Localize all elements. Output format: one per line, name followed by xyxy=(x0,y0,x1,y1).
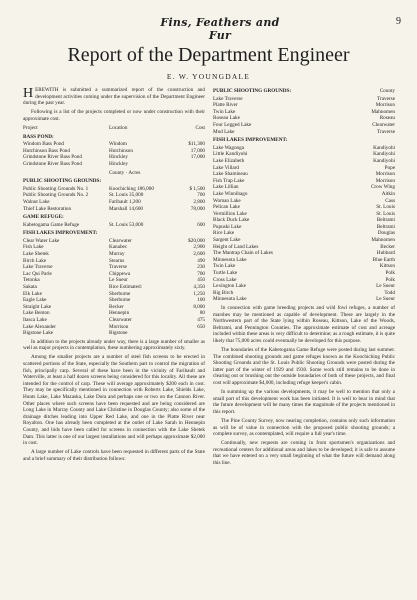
cell-location: Rice Estimated: xyxy=(109,284,142,291)
right-shooting-header xyxy=(213,88,395,95)
cell-cost: 490 xyxy=(197,257,205,264)
cell-cost: 230 xyxy=(197,264,205,271)
cell-cost: 100 xyxy=(197,297,205,304)
cell-location: Chippewa xyxy=(109,270,131,277)
cell-project: Lake Benton xyxy=(23,310,50,317)
cell-cost: 2,800 xyxy=(193,198,205,205)
item-lake-name: Twin Lake xyxy=(213,108,236,115)
item-lake-name: Big Birch xyxy=(213,289,234,296)
article-title: Report of the Department Engineer xyxy=(67,44,350,66)
cell-project: Public Shooting Grounds No. 2 xyxy=(23,192,89,199)
item-lake-name: Lake Wagonga xyxy=(213,144,245,151)
cell-cost: 78,000 xyxy=(190,205,205,212)
list-item xyxy=(213,290,395,297)
right-paragraph-3: In summing up the various developments, it may be well to mention that only a small part of this development work has been initiated. It is well to bear in mind that the future development will be many times the magnitude of the projects mentioned in this report. xyxy=(213,389,395,415)
item-county: Becker xyxy=(380,243,395,250)
item-lake-name: Height of Land Lakes xyxy=(213,243,259,250)
table-row xyxy=(23,258,205,265)
cell-project: Grindstone River Bass Pond xyxy=(23,160,82,167)
cell-project: Windom Bass Pond xyxy=(23,141,65,148)
item-lake-name: Lake Lillian xyxy=(213,184,239,191)
cell-location: Marshall 14,600 xyxy=(109,205,144,212)
list-item xyxy=(213,211,395,218)
cell-project: Eagle Lake xyxy=(23,297,47,304)
cell-project: Lake Alexander xyxy=(23,323,56,330)
item-county: Kandiyohi xyxy=(373,151,395,158)
cell-project: Public Shooting Grounds No. 1 xyxy=(23,185,89,192)
item-county: Mahnomen xyxy=(371,237,395,244)
table-row xyxy=(23,161,205,168)
list-item xyxy=(213,277,395,284)
list-item xyxy=(213,270,395,277)
left-column xyxy=(23,87,205,593)
list-item xyxy=(213,102,395,109)
item-county: Beltrami xyxy=(376,217,395,224)
cell-location: Stearns xyxy=(109,257,125,264)
item-county: Mahnomen xyxy=(371,108,395,115)
list-item xyxy=(213,109,395,116)
cell-location: Hennepin xyxy=(109,310,130,317)
table-right-fish xyxy=(213,145,395,303)
cell-cost xyxy=(169,161,205,168)
cell-location: Sherburne xyxy=(109,290,131,297)
item-lake-name: Lake Villard xyxy=(213,164,239,171)
cell-project: Sakata xyxy=(23,284,37,291)
item-county: Aitkin xyxy=(381,190,395,197)
cell-project: Tetonka xyxy=(23,277,40,284)
item-county: St. Louis xyxy=(376,210,395,217)
table-game-refuge xyxy=(23,222,205,229)
cell-cost: $20,000 xyxy=(188,237,205,244)
item-county: Morrison xyxy=(375,177,395,184)
section-heading-shooting-grounds: PUBLIC SHOOTING GROUNDS: xyxy=(23,178,102,185)
table-fish-lakes xyxy=(23,238,205,337)
cell-location: Clearwater xyxy=(109,317,132,323)
list-item xyxy=(213,178,395,185)
list-item xyxy=(213,217,395,224)
item-county: Morrison xyxy=(375,171,395,178)
item-lake-name: Lake Shamineau xyxy=(213,171,248,178)
cell-cost: 700 xyxy=(197,270,205,277)
cell-location: Clearwater xyxy=(109,237,132,244)
item-county: Traverse xyxy=(377,128,395,135)
list-item xyxy=(213,151,395,158)
item-county: Pope xyxy=(384,164,395,171)
cell-location: Le Sueur xyxy=(109,277,128,284)
table-row xyxy=(23,222,205,229)
list-item xyxy=(213,184,395,191)
list-item xyxy=(213,250,395,257)
list-item xyxy=(213,96,395,103)
table-row xyxy=(23,297,205,304)
list-item xyxy=(213,145,395,152)
table-row xyxy=(23,330,205,337)
following-paragraph: Following is a list of the projects completed or now under construction with their approximate cost. xyxy=(23,109,205,122)
cell-cost: 700 xyxy=(197,192,205,199)
right-paragraph-2: The boundaries of the Kabetogama Game Refuge were posted during last summer. The combined shooting grounds and game refuges known as the Koochiching Public Shooting Grounds and the St. Louis Public Shooting Grounds were posted during the latter part of the winter of 1929 and 1930. Some work still remains to be done in clearing out or brushing out the outside boundaries of both of these projects, and final cost will approximate $4,000, including refuge keeper's cabin. xyxy=(213,347,395,387)
left-paragraph-3: A large number of Lake controls have been requested in different parts of the State and a brief summary of their distribution follows: xyxy=(23,449,205,462)
cell-project: Birch Lake xyxy=(23,257,47,264)
section-heading-bass-pond: BASS POND: xyxy=(23,133,54,140)
item-county: Clearwater xyxy=(372,121,395,128)
item-lake-name: Black Duck Lake xyxy=(213,217,250,224)
table-row xyxy=(23,271,205,278)
cell-project: Hutchinson Bass Pond xyxy=(23,147,70,154)
list-item xyxy=(213,198,395,205)
header-project: Project xyxy=(23,124,38,131)
item-lake-name: Minnesota Lake xyxy=(213,296,247,303)
cell-cost: 650 xyxy=(197,323,205,330)
header-cost: Cost xyxy=(195,124,205,131)
item-county: Roseau xyxy=(379,115,395,122)
item-county: Polk xyxy=(385,276,395,283)
list-item xyxy=(213,244,395,251)
item-county: Hubbard xyxy=(376,250,395,257)
table-row xyxy=(23,148,205,155)
intro-paragraph xyxy=(23,87,205,107)
left-paragraph-2: Among the smaller projects are a number of steel fish screens to be erected in scattered portions of the State, especially the Southern part to control the migration of fish, principally carp. Several of these have been in the vicinity of Faribault and Waterville, at least a half dozen screens being considered for this locality. All these are intended for the control of carp. These will average approximately $200 each in cost. They may be specifically mentioned in connection with Roberts Lake, Shields Lake, Hunts Lake, Lake Mazaska, Lake Dora and perhaps one or two on the Cannon River. Other places where such screens have been requested and are being considered are Long Lake in Murray County and Lake Christine in Douglas County; also some of the drainage ditches leading into Upper Red Lake, and one in the Platte River near Royalton. One has already been completed at the outlet of Lake Sarah in Hennepin County, and bids have been called for screens in connection with the Lake Shetek Dam. This latter is one of our largest installations and will perhaps approximate $2,000 in cost. xyxy=(23,354,205,447)
right-paragraph-1: In connection with game breeding projects and wild fowl refuges, a number of marshes may be mentioned as capable of development. These are largely in the Northwestern part of the State lying within Roseau, Kittson, Lake of the Woods, Beltrami, and Pennington Counties. The approximate estimate of cost and acreage included within these areas is very difficult to determine; as a rough estimate, it is quite likely that 75,000 acres could eventually be developed for this purpose. xyxy=(213,305,395,344)
cell-location: Hutchinson xyxy=(109,147,133,154)
cell-location: Traverse xyxy=(109,264,127,271)
cell-location: Bigstone xyxy=(109,330,128,337)
header-county-right: County xyxy=(379,88,395,94)
item-lake-name: Roseau Lake xyxy=(213,115,240,122)
right-paragraph-4: The Pine County Survey, now nearing completion, contains only such information as will be of value in connection with the proposed public shooting grounds; a complete survey, as contemplated, will require a full year's time. xyxy=(213,418,395,438)
cell-cost: 80 xyxy=(199,310,205,317)
list-item xyxy=(213,283,395,290)
cell-location: St. Louis 35,000 xyxy=(109,192,144,199)
cell-project: Straight Lake xyxy=(23,303,52,310)
table-row xyxy=(23,291,205,298)
item-lake-name: Twin Lake xyxy=(213,263,236,270)
list-item xyxy=(213,296,395,303)
cell-project: Clear Water Lake xyxy=(23,237,60,244)
item-lake-name: Turtle Lake xyxy=(213,270,238,277)
item-county: Kandiyohi xyxy=(373,144,395,151)
item-lake-name: Rice Lake xyxy=(213,230,235,237)
list-item xyxy=(213,204,395,211)
item-county: Douglas xyxy=(377,230,395,237)
item-county: Le Sueur xyxy=(376,296,395,303)
section-heading-fish-lakes: FISH LAKES IMPROVEMENT: xyxy=(23,230,98,237)
item-lake-name: Lake Traverse xyxy=(213,95,243,102)
list-item xyxy=(213,224,395,231)
list-item xyxy=(213,171,395,178)
intro-text: EREWITH is submitted a summarized report of the construction and development activities coming under the supervision of the Department Engineer during the past year. xyxy=(23,87,205,107)
cell-cost: 17,000 xyxy=(190,147,205,154)
item-county: Beltrami xyxy=(376,223,395,230)
item-lake-name: Cross Lake xyxy=(213,276,237,283)
list-item xyxy=(213,263,395,270)
item-lake-name: Sargent Lake xyxy=(213,237,241,244)
item-lake-name: Vermillion Lake xyxy=(213,210,247,217)
item-lake-name: Mud Lake xyxy=(213,128,235,135)
item-county: Cass xyxy=(385,197,395,204)
item-lake-name: Lake Winnibago xyxy=(213,190,248,197)
item-lake-name: Minnesota Lake xyxy=(213,256,247,263)
item-lake-name: Four Legged Lake xyxy=(213,121,252,128)
cell-location: Windom xyxy=(109,141,127,148)
table-row xyxy=(23,304,205,311)
cell-location: Hinckley xyxy=(109,160,129,167)
cell-project: Lac Qui Parle xyxy=(23,270,52,277)
cell-cost: 8,000 xyxy=(193,303,205,310)
page-header xyxy=(0,16,417,42)
cell-cost: $11,300 xyxy=(188,141,205,148)
cell-location: Kanabec xyxy=(109,244,128,251)
cell-project: Fish Lake xyxy=(23,244,44,251)
list-item xyxy=(213,230,395,237)
masthead-logo: Fins, Feathers and Fur xyxy=(160,16,280,42)
cell-location: Becker xyxy=(109,303,124,310)
item-lake-name: Fish Trap Lake xyxy=(213,177,245,184)
cell-location: Morrison xyxy=(109,323,129,330)
cell-cost: 600 xyxy=(197,221,205,228)
item-lake-name: Platte River xyxy=(213,102,238,109)
item-county: Kittson xyxy=(379,263,395,270)
list-item xyxy=(213,115,395,122)
table-row xyxy=(23,251,205,258)
table-row xyxy=(23,310,205,317)
table-row xyxy=(23,154,205,161)
page-number: 9 xyxy=(396,16,401,27)
cell-project: Itasca Lake xyxy=(23,317,47,323)
item-county: Crow Wing xyxy=(370,184,395,191)
list-item xyxy=(213,122,395,129)
item-lake-name: Lexington Lake xyxy=(213,283,246,290)
cell-project: Walnut Lake xyxy=(23,198,50,205)
cell-location: Murray xyxy=(109,251,125,258)
county-acres-header xyxy=(23,170,205,177)
table-row xyxy=(23,206,205,213)
item-county: Morrison xyxy=(375,102,395,109)
item-county: Blue Earth xyxy=(372,256,395,263)
item-county: Kandiyohi xyxy=(373,157,395,164)
right-paragraph-5: Continually, new requests are coming in from sportsmen's organizations and recreational centers for additional areas and lakes to be developed; it is safe to assume that we have entered on a very small beginning of what the future will demand along this line. xyxy=(213,440,395,467)
table-row xyxy=(23,284,205,291)
cell-location: Faribault 1,200 xyxy=(109,198,141,205)
section-heading-right-shooting: PUBLIC SHOOTING GROUNDS: xyxy=(213,88,292,94)
table-row xyxy=(23,238,205,245)
item-lake-name: Woman Lake xyxy=(213,197,241,204)
left-paragraph-1: In addition to the projects already under way, there is a large number of smaller as well as major projects in contemplation, these numbering approximately sixty. xyxy=(23,338,205,352)
cell-cost: 2,600 xyxy=(193,251,205,258)
item-county: Todd xyxy=(384,289,395,296)
cell-location: Koochiching 186,000 xyxy=(109,185,154,192)
cell-project: Bigstone Lake xyxy=(23,330,54,337)
cell-project: Lake Traverse xyxy=(23,264,53,271)
cell-project: Grindstone River Bass Pond xyxy=(23,154,82,161)
table-row xyxy=(23,264,205,271)
cell-cost: 4,350 xyxy=(193,284,205,291)
item-lake-name: Pupuski Lake xyxy=(213,223,242,230)
table-row xyxy=(23,317,205,324)
item-lake-name: Little Kandiyohi xyxy=(213,151,248,158)
list-item xyxy=(213,129,395,136)
table-row xyxy=(23,244,205,251)
list-item xyxy=(213,158,395,165)
cell-location: Hinckley xyxy=(109,154,129,161)
header-county-acres: County · Acres xyxy=(109,169,141,176)
item-county: St. Louis xyxy=(376,204,395,211)
cell-project: Thief Lake Restoration xyxy=(23,205,72,212)
section-heading-right-fish: FISH LAKES IMPROVEMENT: xyxy=(213,137,288,144)
list-item xyxy=(213,191,395,198)
header-location: Location xyxy=(109,124,128,131)
cell-project: Elk Lake xyxy=(23,290,42,297)
cell-location: Sherburne xyxy=(109,297,131,304)
item-county: Polk xyxy=(385,270,395,277)
item-lake-name: The Mantrap Chain of Lakes xyxy=(213,250,273,257)
table-row xyxy=(23,199,205,206)
cell-cost: $ 1,500 xyxy=(189,185,205,192)
drop-cap: H xyxy=(23,87,34,101)
item-county: Le Sueur xyxy=(376,283,395,290)
cell-cost: 450 xyxy=(197,277,205,284)
table-row xyxy=(23,141,205,148)
list-item xyxy=(213,237,395,244)
table-row xyxy=(23,192,205,199)
cell-project: Lake Shetek xyxy=(23,251,49,258)
projects-table-header xyxy=(23,125,205,132)
cell-cost xyxy=(169,330,205,337)
right-column xyxy=(213,87,395,593)
item-lake-name: Lake Elizabeth xyxy=(213,157,245,164)
table-bass-pond xyxy=(23,141,205,167)
list-item xyxy=(213,257,395,264)
cell-project: Kabetogama Game Refuge xyxy=(23,221,80,228)
section-heading-game-refuge: GAME REFUGE: xyxy=(23,214,64,221)
table-right-shooting xyxy=(213,96,395,136)
cell-location: St. Louis 53,000 xyxy=(109,221,144,228)
item-lake-name: Pelican Lake xyxy=(213,204,240,211)
cell-cost: 17,000 xyxy=(190,154,205,161)
item-county: Traverse xyxy=(377,95,395,102)
article-byline: E. W. YOUNGDALE xyxy=(166,72,251,81)
table-row xyxy=(23,186,205,193)
table-row xyxy=(23,277,205,284)
list-item xyxy=(213,165,395,172)
table-shooting-grounds xyxy=(23,186,205,212)
table-row xyxy=(23,324,205,331)
cell-cost: 2,900 xyxy=(193,244,205,251)
cell-cost: 475 xyxy=(197,317,205,323)
cell-cost: 1,250 xyxy=(193,290,205,297)
